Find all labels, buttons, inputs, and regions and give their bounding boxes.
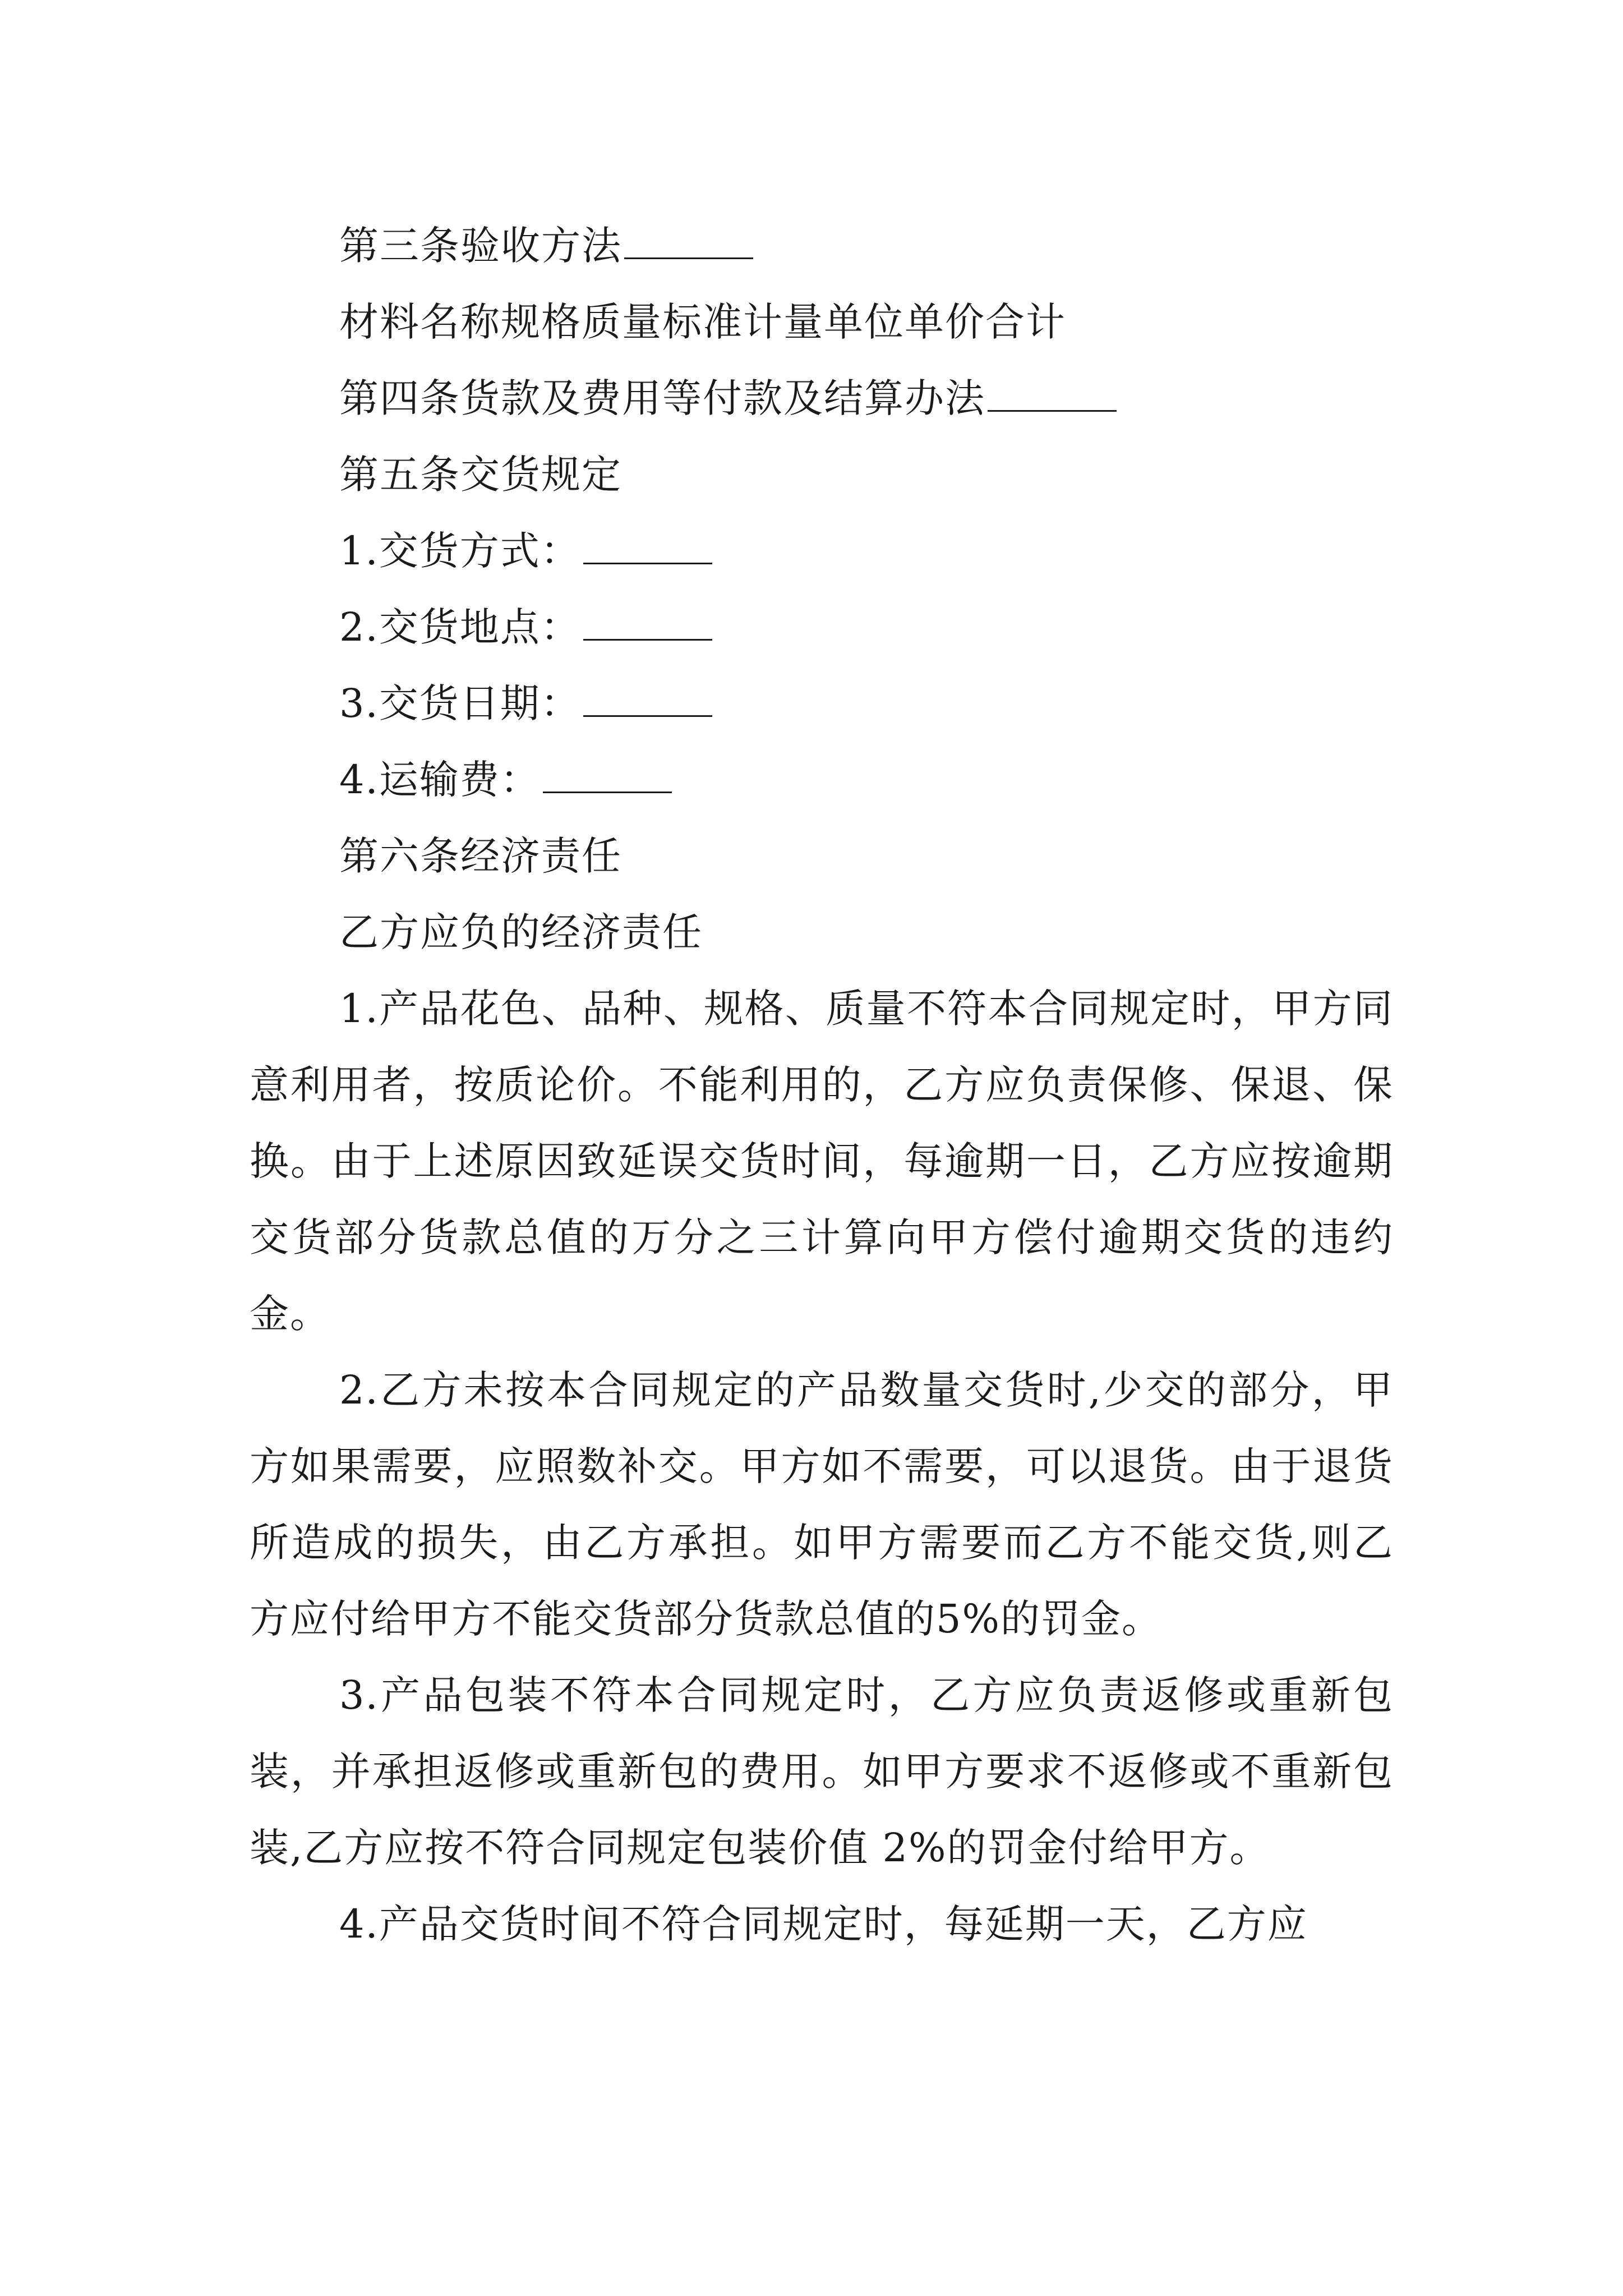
party-b-liability-text: 乙方应负的经济责任 — [339, 909, 703, 955]
material-table-header-text: 材料名称规格质量标准计量单位单价合计 — [339, 299, 1066, 345]
article-6-heading — [250, 818, 1394, 894]
liability-clause-2: 2.乙方未按本合同规定的产品数量交货时,少交的部分，甲方如果需要，应照数补交。甲方如不需要，可以退货。由于退货所造成的损失，由乙方承担。如甲方需要而乙方不能交货,则乙方应付给甲方不能交货部分货款总值的5%的罚金。 — [250, 1367, 1394, 1642]
article-4-heading — [250, 360, 1394, 436]
blank-line — [583, 530, 712, 564]
delivery-method-label: 1.交货方式： — [339, 528, 581, 574]
party-b-liability-heading — [250, 894, 1394, 970]
delivery-method-item — [250, 513, 1394, 589]
liability-clause-4: 4.产品交货时间不符合同规定时，每延期一天，乙方应 — [339, 1901, 1308, 1947]
article-4-text: 第四条货款及费用等付款及结算办法 — [339, 375, 985, 421]
transport-fee-label: 4.运输费： — [339, 757, 541, 803]
blank-line — [543, 759, 672, 793]
delivery-place-item — [250, 589, 1394, 665]
delivery-date-item — [250, 665, 1394, 742]
delivery-place-label: 2.交货地点： — [339, 604, 581, 650]
blank-line — [583, 606, 712, 641]
blank-line — [583, 683, 712, 717]
transport-fee-item — [250, 742, 1394, 818]
document-body — [250, 208, 1394, 1962]
article-3-heading — [250, 208, 1394, 284]
material-table-header — [250, 284, 1394, 360]
article-6-text: 第六条经济责任 — [339, 833, 622, 879]
blank-line — [988, 378, 1117, 412]
blank-line — [624, 225, 753, 259]
liability-clause-1: 1.产品花色、品种、规格、质量不符本合同规定时，甲方同意利用者，按质论价。不能利用的，乙方应负责保修、保退、保换。由于上述原因致延误交货时间，每逾期一日，乙方应按逾期交货部分货款总值的万分之三计算向甲方偿付逾期交货的违约金。 — [250, 986, 1394, 1337]
article-5-heading — [250, 436, 1394, 513]
article-5-text: 第五条交货规定 — [339, 452, 622, 498]
liability-clause-3: 3.产品包装不符本合同规定时，乙方应负责返修或重新包装，并承担返修或重新包的费用。如甲方要求不返修或不重新包装,乙方应按不符合同规定包装价值 2%的罚金付给甲方。 — [250, 1672, 1394, 1871]
article-3-text: 第三条验收方法 — [339, 223, 622, 269]
delivery-date-label: 3.交货日期： — [339, 680, 581, 726]
